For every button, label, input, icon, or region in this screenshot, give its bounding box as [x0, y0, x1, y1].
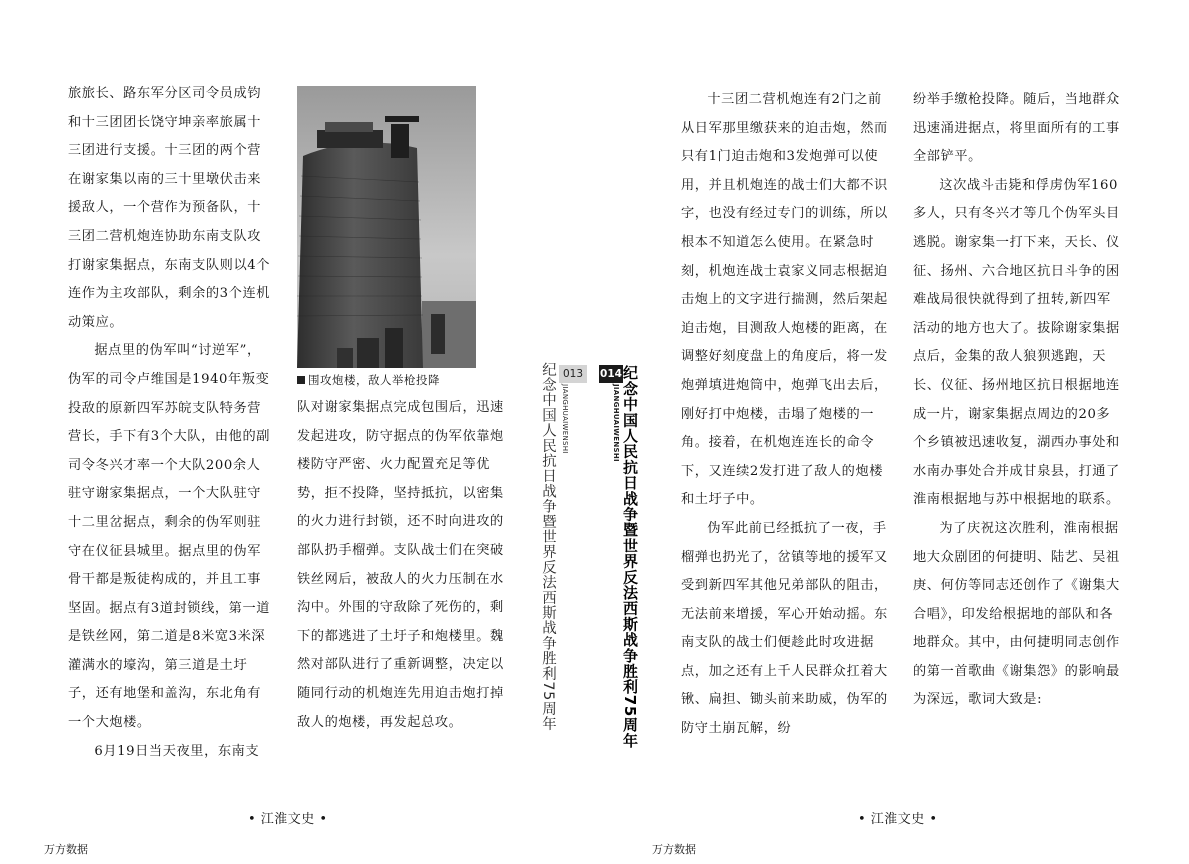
photo-caption-text: 围攻炮楼，敌人举枪投降 [308, 373, 440, 387]
right-page-column-1 [681, 86, 889, 744]
paragraph: 6月19日当天夜里，东南支 [94, 743, 260, 759]
right-page-number: 014 [599, 365, 623, 383]
right-pinyin: JIANGHUAIWENSHI [612, 384, 620, 462]
left-page-column-1 [68, 80, 274, 766]
left-pinyin: JIANGHUAIWENSHI [561, 384, 569, 454]
right-running-title: 纪念中国人民抗日战争暨世界反法西斯战争胜利75周年 [621, 365, 639, 749]
right-footer: • 江淮文史 • [858, 812, 938, 827]
paragraph: 伪军此前已经抵抗了一夜，手榴弹也扔光了，岔镇等地的援军又受到新四军其他兄弟部队的阻击，无法前来增援，军心开始动摇。东南支队的战士们便趁此时攻进据点，加之还有上千人民群众扛着大锹、扁担、锄头前来助威，伪军的防守土崩瓦解，纷 [681, 520, 888, 737]
right-source: 万方数据 [652, 843, 696, 856]
left-page-number: 013 [559, 365, 587, 383]
paragraph: 十三团二营机炮连有2门之前从日军那里缴获来的迫击炮，然而只有1门迫击炮和3发炮弹可以使用，并且机炮连的战士们大都不识字，也没有经过专门的训练，所以根本不知道怎么使用。在紧急时刻，机炮连战士袁家义同志根据迫击炮上的文字进行揣测，然后架起迫击炮，目测敌人炮楼的距离，在调整好刻度盘上的角度后，将一发炮弹填进炮筒中，炮弹飞出去后，刚好打中炮楼，击塌了炮楼的一角。接着，在机炮连连长的命令下，又连续2发打进了敌人的炮楼和土圩子中。 [681, 92, 888, 508]
photo-caption [297, 372, 440, 388]
paragraph: 这次战斗击毙和俘虏伪军160多人，只有冬兴才等几个伪军头目逃脱。谢家集一打下来，天长、仪征、扬州、六合地区抗日斗争的困难战局很快就得到了扭转,新四军活动的地方也大了。拔除谢家集据点后，金集的敌人狼狈逃跑，天长、仪征、扬州地区抗日根据地连成一片，谢家集据点周边的20多个乡镇被迅速收复，湖西办事处和水南办事处合并成甘泉县，打通了淮南根据地与苏中根据地的联系。 [913, 177, 1120, 508]
paragraph: 队对谢家集据点完成包围后，迅速发起进攻，防守据点的伪军依靠炮楼防守严密、火力配置充足等优势，拒不投降，坚持抵抗，以密集的火力进行封锁，还不时向进攻的部队扔手榴弹。支队战士们在突破铁丝网后，被敌人的火力压制在水沟中。外围的守敌除了死伤的，剩下的都逃进了土圩子和炮楼里。魏然对部队进行了重新调整，决定以随同行动的机炮连先用迫击炮打掉敌人的炮楼，再发起总攻。 [297, 400, 504, 730]
historical-photo [297, 86, 476, 368]
caption-square-icon [297, 376, 305, 384]
paragraph: 纷举手缴枪投降。随后，当地群众迅速涌进据点，将里面所有的工事全部铲平。 [913, 92, 1120, 165]
left-footer: • 江淮文史 • [248, 812, 328, 827]
paragraph: 为了庆祝这次胜利，淮南根据地大众剧团的何捷明、陆艺、吴祖庚、何仿等同志还创作了《谢集大合唱》，印发给根据地的部队和各地群众。其中，由何捷明同志创作的第一首歌曲《谢集怨》的影响最为深远，歌词大致是: [913, 520, 1120, 708]
blockhouse-photo-image [297, 86, 476, 368]
paragraph: 据点里的伪军叫“讨逆军”，伪军的司令卢维国是1940年叛变投敌的原新四军苏皖支队特务营营长，手下有3个大队，由他的副司令冬兴才率一个大队200余人驻守谢家集据点，一个大队驻守十二里岔据点，剩余的伪军则驻守在仪征县城里。据点里的伪军骨干都是叛徒构成的，并且工事坚固。据点有3道封锁线，第一道是铁丝网，第二道是8米宽3米深灌满水的壕沟，第三道是土圩子，还有地堡和盖沟，东北角有一个大炮楼。 [68, 343, 271, 731]
paragraph: 旅旅长、路东军分区司令员成钧和十三团团长饶守坤亲率旅属十三团进行支援。十三团的两个营在谢家集以南的三十里墩伏击来援敌人，一个营作为预备队，十三团二营机炮连协助东南支队攻打谢家集据点，东南支队则以4个连作为主攻部队，剩余的3个连机动策应。 [68, 86, 271, 330]
left-page-column-2 [297, 394, 509, 737]
right-page-column-2 [913, 86, 1123, 715]
left-source: 万方数据 [44, 843, 88, 856]
left-running-title: 纪念中国人民抗日战争暨世界反法西斯战争胜利75周年 [540, 362, 556, 732]
